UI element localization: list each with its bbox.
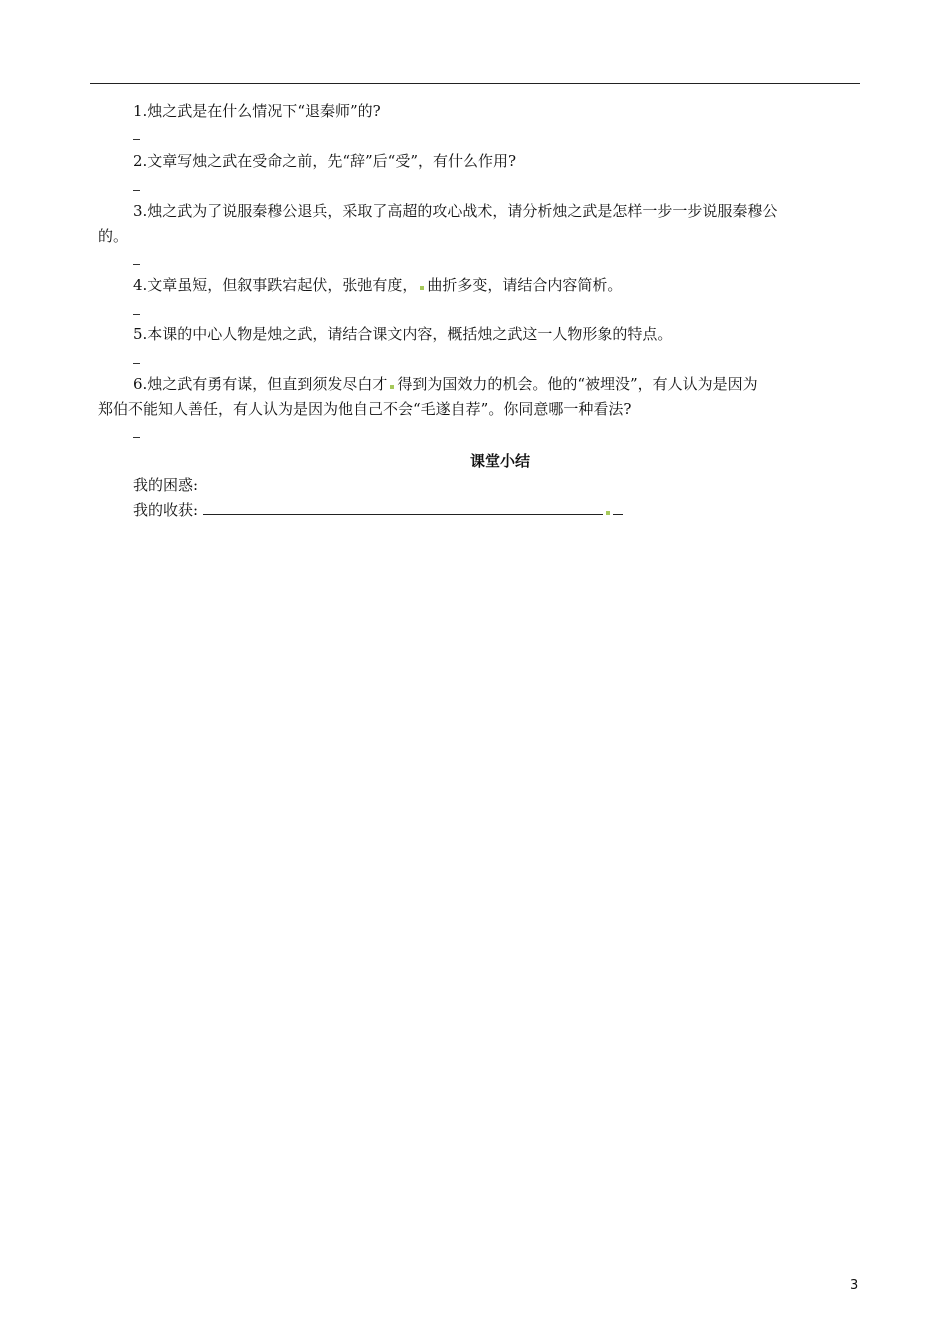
marker-dot: [420, 286, 424, 290]
gain-label: 我的收获:: [133, 501, 199, 519]
answer-blank-6[interactable]: [133, 437, 140, 438]
question-5: 5.本课的中心人物是烛之武，请结合课文内容，概括烛之武这一人物形象的特点。: [133, 325, 673, 343]
question-6-part-1: 6.烛之武有勇有谋，但直到须发尽白才: [133, 375, 388, 393]
marker-dot: [390, 385, 394, 389]
answer-blank-4[interactable]: [133, 314, 140, 315]
header-rule: [90, 83, 860, 84]
section-title: 课堂小结: [469, 452, 530, 470]
gain-answer-line-end: [613, 500, 623, 515]
question-4-part-1: 4.文章虽短，但叙事跌宕起伏，张弛有度，: [133, 276, 418, 294]
gain-row: [133, 500, 623, 520]
question-2: 2.文章写烛之武在受命之前，先“辞”后“受”，有什么作用?: [133, 152, 517, 170]
answer-blank-1[interactable]: [133, 139, 140, 140]
question-3-continuation: 的。: [98, 227, 129, 245]
question-6-part-2: 得到为国效力的机会。他的“被埋没”，有人认为是因为: [397, 375, 758, 393]
question-4-part-2: 曲折多变，请结合内容简析。: [427, 276, 623, 294]
question-3: 3.烛之武为了说服秦穆公退兵，采取了高超的攻心战术，请分析烛之武是怎样一步一步说服秦穆公: [133, 202, 778, 220]
question-4: [133, 275, 622, 295]
page-number: 3: [850, 1278, 859, 1293]
confusion-label: 我的困惑:: [133, 476, 199, 494]
question-6: [133, 374, 758, 394]
answer-blank-2[interactable]: [133, 190, 140, 191]
marker-dot: [606, 511, 610, 515]
question-6-continuation: 郑伯不能知人善任，有人认为是因为他自己不会“毛遂自荐”。你同意哪一种看法?: [98, 400, 632, 418]
gain-answer-line[interactable]: [203, 500, 603, 515]
question-1: 1.烛之武是在什么情况下“退秦师”的?: [133, 102, 381, 120]
answer-blank-3[interactable]: [133, 264, 140, 265]
answer-blank-5[interactable]: [133, 363, 140, 364]
